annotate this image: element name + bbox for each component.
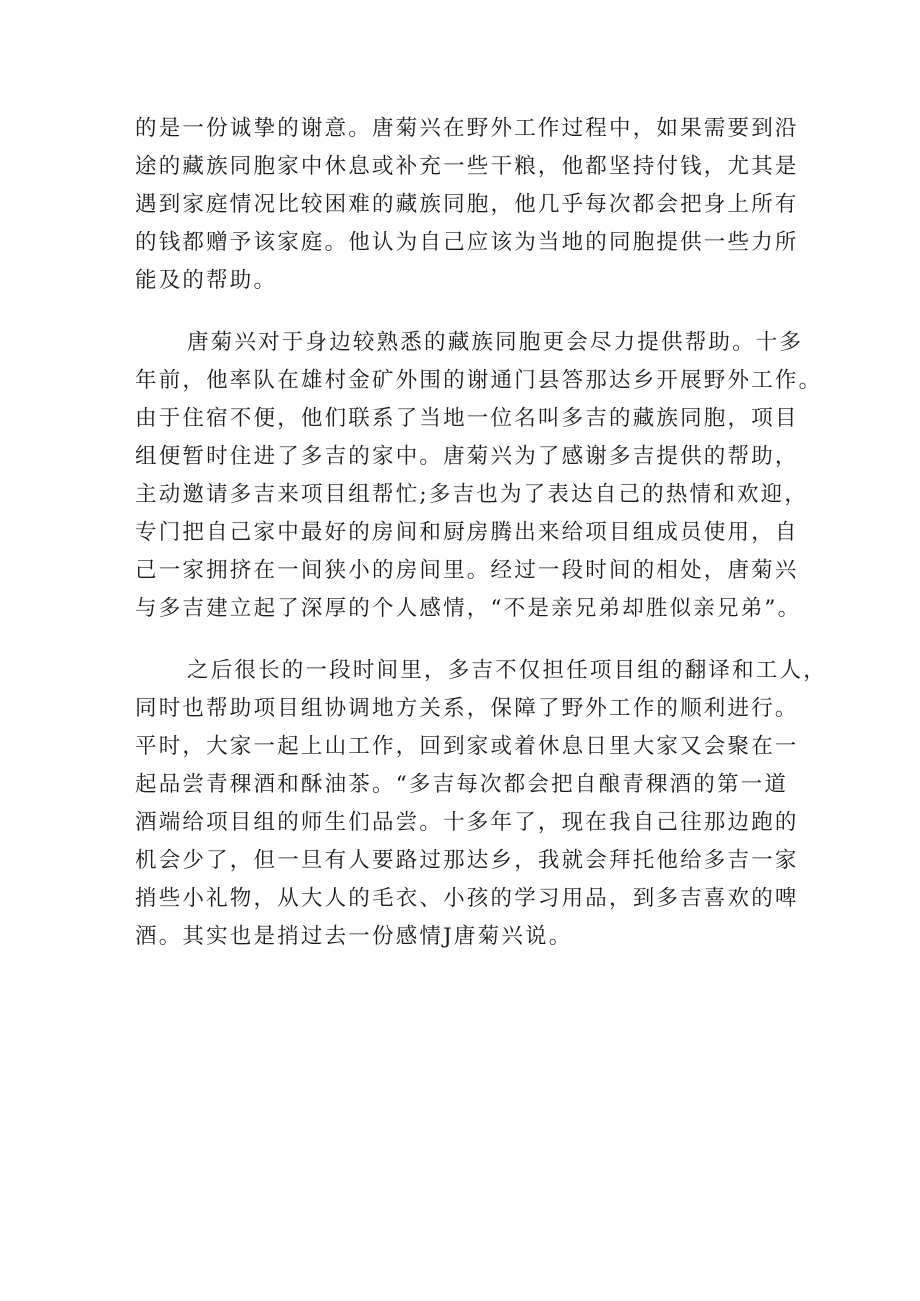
paragraph-line: 年前，他率队在雄村金矿外围的谢通门县答那达乡开展野外工作。 bbox=[135, 368, 823, 393]
paragraph-line: 专门把自己家中最好的房间和厨房腾出来给项目组成员使用，自 bbox=[135, 520, 799, 545]
paragraph-line: 平时，大家一起上山工作，回到家或着休息日里大家又会聚在一 bbox=[135, 734, 799, 759]
paragraph-line: 酒端给项目组的师生们品尝。十多年了，现在我自己往那边跑的 bbox=[135, 810, 799, 835]
paragraph-line: 主动邀请多吉来项目组帮忙;多吉也为了表达自己的热情和欢迎， bbox=[135, 482, 809, 507]
paragraph-line: 遇到家庭情况比较困难的藏族同胞，他几乎每次都会把身上所有 bbox=[135, 192, 799, 217]
paragraph-line: 唐菊兴对于身边较熟悉的藏族同胞更会尽力提供帮助。十多 bbox=[187, 330, 804, 355]
paragraph-1 bbox=[135, 110, 799, 300]
paragraph-line: 途的藏族同胞家中休息或补充一些干粮，他都坚持付钱，尤其是 bbox=[135, 154, 799, 179]
paragraph-line: 能及的帮助。 bbox=[135, 268, 278, 293]
paragraph-2 bbox=[135, 324, 823, 628]
paragraph-line: 组便暂时住进了多吉的家中。唐菊兴为了感谢多吉提供的帮助， bbox=[135, 444, 799, 469]
paragraph-line: 机会少了，但一旦有人要路过那达乡，我就会拜托他给多吉一家 bbox=[135, 848, 799, 873]
paragraph-3 bbox=[135, 652, 827, 956]
paragraph-line: 起品尝青稞酒和酥油茶。“多吉每次都会把自酿青稞酒的第一道 bbox=[135, 772, 789, 797]
paragraph-line: 捎些小礼物，从大人的毛衣、小孩的学习用品，到多吉喜欢的啤 bbox=[135, 886, 799, 911]
paragraph-line: 酒。其实也是捎过去一份感情J唐菊兴说。 bbox=[135, 924, 573, 949]
paragraph-line: 与多吉建立起了深厚的个人感情，“不是亲兄弟却胜似亲兄弟”。 bbox=[135, 596, 802, 621]
paragraph-line: 同时也帮助项目组协调地方关系，保障了野外工作的顺利进行。 bbox=[135, 696, 799, 721]
paragraph-line: 的钱都赠予该家庭。他认为自己应该为当地的同胞提供一些力所 bbox=[135, 230, 799, 255]
document-body bbox=[135, 110, 827, 956]
paragraph-line: 由于住宿不便，他们联系了当地一位名叫多吉的藏族同胞，项目 bbox=[135, 406, 799, 431]
paragraph-line: 之后很长的一段时间里，多吉不仅担任项目组的翻译和工人， bbox=[187, 658, 827, 683]
paragraph-line: 的是一份诚挚的谢意。唐菊兴在野外工作过程中，如果需要到沿 bbox=[135, 116, 799, 141]
paragraph-line: 己一家拥挤在一间狭小的房间里。经过一段时间的相处，唐菊兴 bbox=[135, 558, 799, 583]
